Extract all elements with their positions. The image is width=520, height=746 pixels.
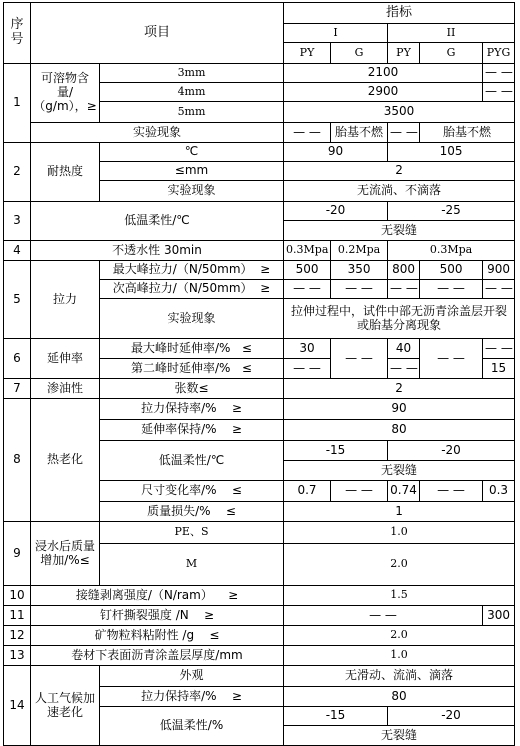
row14-tensile: 80: [284, 687, 515, 707]
row5-second-g1: — —: [331, 280, 388, 299]
header-grade-1: I: [284, 24, 388, 43]
row6-max-pyg: — —: [483, 339, 515, 359]
row8-dim-g1: — —: [331, 481, 388, 502]
row5-phenomenon-value: 拉伸过程中，试件中部无沥青涂盖层开裂或胎基分离现象: [284, 299, 515, 339]
row2-no: 2: [4, 143, 31, 202]
row8-dim-g2: — —: [420, 481, 483, 502]
row5-second-pyg: — —: [483, 280, 515, 299]
header-py-2: PY: [388, 43, 420, 64]
row7-name: 渗油性: [31, 379, 100, 399]
row1-phen-g2: 胎基不燃: [420, 123, 515, 143]
row4-no: 4: [4, 241, 31, 261]
row14-lowtemp-1: -15: [284, 707, 388, 726]
row14-look: 无滑动、流淌、滴落: [284, 666, 515, 687]
row2-phenomenon-value: 无流淌、不滴落: [284, 181, 515, 202]
row3-no-crack: 无裂缝: [284, 221, 515, 241]
row1-v-4mm: 2900: [284, 83, 483, 102]
row8-mass: 1: [284, 502, 515, 522]
row6-max-py1: 30: [284, 339, 331, 359]
row8-elong: 80: [284, 420, 515, 441]
row5-second-g2: — —: [420, 280, 483, 299]
row2-phenomenon-label: 实验现象: [100, 181, 284, 202]
header-seq: 序号: [4, 3, 31, 64]
row10-value: 1.5: [284, 586, 515, 606]
row10-name: 接缝剥离强度/（N/ram） ≥: [31, 586, 284, 606]
header-indicator: 指标: [284, 3, 515, 24]
row8-tensile: 90: [284, 399, 515, 420]
row14-no: 14: [4, 666, 31, 746]
row14-sub-lowtemp: 低温柔性/%: [100, 707, 284, 746]
row6-no: 6: [4, 339, 31, 379]
row5-sub-second: 次高峰拉力/（N/50mm） ≥: [100, 280, 284, 299]
row8-dim-pyg: 0.3: [483, 481, 515, 502]
row5-max-g1: 350: [331, 261, 388, 280]
row8-lowtemp-2: -20: [388, 441, 515, 461]
row8-sub-dim: 尺寸变化率/% ≤: [100, 481, 284, 502]
row11-value-pyg: 300: [483, 606, 515, 626]
row8-lowtemp-1: -15: [284, 441, 388, 461]
row11-dash: — —: [284, 606, 483, 626]
row5-max-py1: 500: [284, 261, 331, 280]
row6-second-pyg: 15: [483, 359, 515, 379]
row1-v-3mm: 2100: [284, 64, 483, 83]
row8-no-crack: 无裂缝: [284, 461, 515, 481]
row5-second-py2: — —: [388, 280, 420, 299]
row9-name: 浸水后质量增加/%≤: [31, 522, 100, 586]
row5-max-g2: 500: [420, 261, 483, 280]
row8-no: 8: [4, 399, 31, 522]
row6-second-py2: — —: [388, 359, 420, 379]
row6-sub-max: 最大峰时延伸率/% ≤: [100, 339, 284, 359]
row1-name: 可溶物含量/（g/m），≥: [31, 64, 100, 123]
row1-phenomenon-label: 实验现象: [31, 123, 284, 143]
header-pyg: PYG: [483, 43, 515, 64]
row4-name: 不透水性 30min: [31, 241, 284, 261]
row2-name: 耐热度: [31, 143, 100, 202]
row6-g2: — —: [420, 339, 483, 379]
row13-no: 13: [4, 646, 31, 666]
row6-max-py2: 40: [388, 339, 420, 359]
row9-v-pe-s: 1.0: [284, 522, 515, 544]
row12-name: 矿物粒料粘附性 /g ≤: [31, 626, 284, 646]
header-py-1: PY: [284, 43, 331, 64]
row14-sub-tensile: 拉力保持率/% ≥: [100, 687, 284, 707]
row5-name: 拉力: [31, 261, 100, 339]
row7-no: 7: [4, 379, 31, 399]
row5-no: 5: [4, 261, 31, 339]
row1-sub-3mm: 3mm: [100, 64, 284, 83]
row2-temp-label: ℃: [100, 143, 284, 162]
row9-sub-pe-s: PE、S: [100, 522, 284, 544]
row9-v-m: 2.0: [284, 544, 515, 586]
row3-v2: -25: [388, 202, 515, 221]
row6-second-py1: — —: [284, 359, 331, 379]
row14-sub-look: 外观: [100, 666, 284, 687]
row4-v1: 0.3Mpa: [284, 241, 331, 261]
header-g-1: G: [331, 43, 388, 64]
row1-phen-py1: — —: [284, 123, 331, 143]
row1-dash-pyg-2: — —: [483, 83, 515, 102]
row7-sub: 张数≤: [100, 379, 284, 399]
row1-sub-4mm: 4mm: [100, 83, 284, 102]
row8-dim-py2: 0.74: [388, 481, 420, 502]
row5-phenomenon-label: 实验现象: [100, 299, 284, 339]
row14-lowtemp-2: -20: [388, 707, 515, 726]
row5-sub-max: 最大峰拉力/（N/50mm） ≥: [100, 261, 284, 280]
row10-no: 10: [4, 586, 31, 606]
row6-name: 延伸率: [31, 339, 100, 379]
row8-name: 热老化: [31, 399, 100, 522]
row9-no: 9: [4, 522, 31, 586]
row2-temp-1: 90: [284, 143, 388, 162]
row3-name: 低温柔性/℃: [31, 202, 284, 241]
row12-no: 12: [4, 626, 31, 646]
row12-value: 2.0: [284, 626, 515, 646]
row5-max-py2: 800: [388, 261, 420, 280]
row8-sub-mass: 质量损失/% ≤: [100, 502, 284, 522]
row2-mm-label: ≤mm: [100, 162, 284, 181]
row1-v-5mm: 3500: [284, 102, 515, 123]
row11-name: 钉杆撕裂强度 /N ≥: [31, 606, 284, 626]
row1-phen-py2: — —: [388, 123, 420, 143]
row2-mm-value: 2: [284, 162, 515, 181]
row11-no: 11: [4, 606, 31, 626]
row7-value: 2: [284, 379, 515, 399]
row5-second-py1: — —: [284, 280, 331, 299]
row13-name: 卷材下表面沥青涂盖层厚度/mm: [31, 646, 284, 666]
row3-no: 3: [4, 202, 31, 241]
row4-v3: 0.3Mpa: [388, 241, 515, 261]
row14-no-crack: 无裂缝: [284, 726, 515, 746]
row4-v2: 0.2Mpa: [331, 241, 388, 261]
row1-no: 1: [4, 64, 31, 143]
row1-sub-5mm: 5mm: [100, 102, 284, 123]
row5-max-pyg: 900: [483, 261, 515, 280]
row6-g1: — —: [331, 339, 388, 379]
row9-sub-m: M: [100, 544, 284, 586]
row8-dim-py1: 0.7: [284, 481, 331, 502]
header-grade-2: II: [388, 24, 515, 43]
row3-v1: -20: [284, 202, 388, 221]
row13-value: 1.0: [284, 646, 515, 666]
row8-sub-tensile: 拉力保持率/% ≥: [100, 399, 284, 420]
row8-sub-elong: 延伸率保持/% ≥: [100, 420, 284, 441]
row8-sub-lowtemp: 低温柔性/℃: [100, 441, 284, 481]
row6-sub-second: 第二峰时延伸率/% ≤: [100, 359, 284, 379]
header-item: 项目: [31, 3, 284, 64]
header-g-2: G: [420, 43, 483, 64]
spec-table: [3, 2, 515, 746]
row1-phen-g1: 胎基不燃: [331, 123, 388, 143]
row2-temp-2: 105: [388, 143, 515, 162]
row14-name: 人工气候加速老化: [31, 666, 100, 746]
row1-dash-pyg-1: — —: [483, 64, 515, 83]
